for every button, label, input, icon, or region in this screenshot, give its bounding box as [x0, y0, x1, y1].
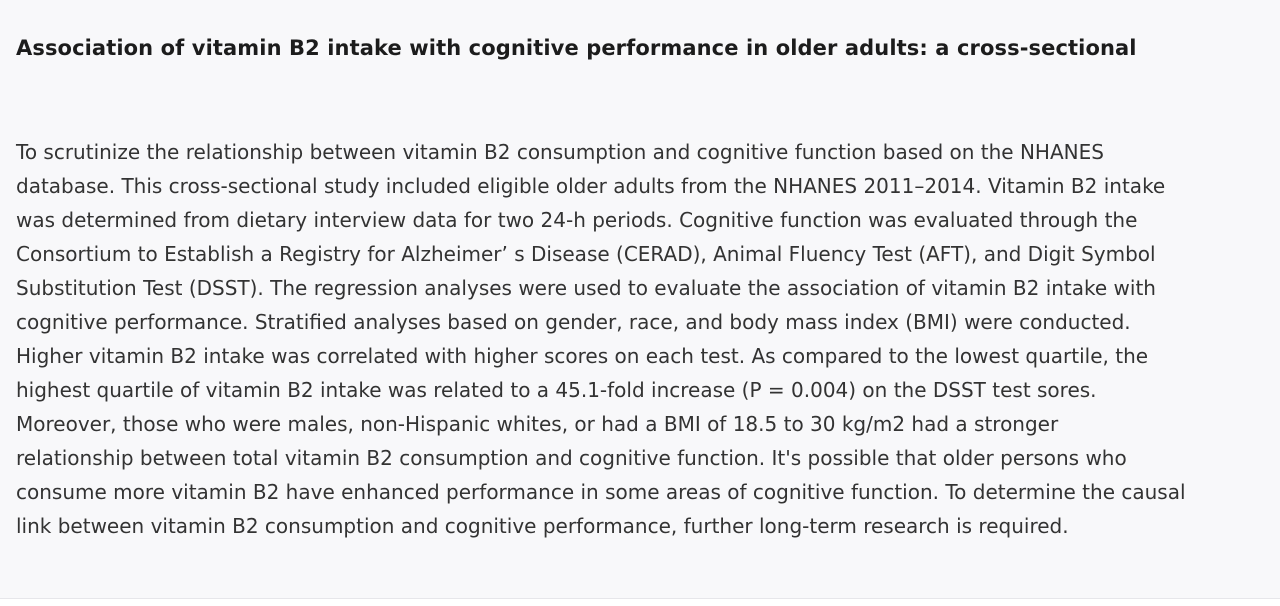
abstract-line: relationship between total vitamin B2 consumption and cognitive function. It's possible that older persons who — [16, 446, 1127, 470]
abstract-line: consume more vitamin B2 have enhanced performance in some areas of cognitive function. To determine the causal — [16, 480, 1186, 504]
abstract-line: To scrutinize the relationship between vitamin B2 consumption and cognitive function based on the NHANES — [16, 140, 1104, 164]
abstract-line: link between vitamin B2 consumption and cognitive performance, further long-term research is required. — [16, 514, 1069, 538]
abstract-line: highest quartile of vitamin B2 intake was related to a 45.1-fold increase (P = 0.004) on the DSST test sores. — [16, 378, 1097, 402]
abstract-line: Moreover, those who were males, non-Hispanic whites, or had a BMI of 18.5 to 30 kg/m2 had a stronger — [16, 412, 1059, 436]
abstract-line: Substitution Test (DSST). The regression analyses were used to evaluate the association of vitamin B2 intake with — [16, 276, 1156, 300]
abstract-paragraph — [16, 135, 1271, 543]
bottom-divider — [0, 598, 1280, 606]
abstract-line: Consortium to Establish a Registry for Alzheimer’ s Disease (CERAD), Animal Fluency Test (AFT), and Digit Symbol — [16, 242, 1156, 266]
article-title: Association of vitamin B2 intake with cognitive performance in older adults: a cross-sectional — [16, 36, 1137, 60]
abstract-line: cognitive performance. Stratified analyses based on gender, race, and body mass index (BMI) were conducted. — [16, 310, 1131, 334]
abstract-line: database. This cross-sectional study included eligible older adults from the NHANES 2011–2014. Vitamin B2 intake — [16, 174, 1166, 198]
abstract-line: was determined from dietary interview data for two 24-h periods. Cognitive function was evaluated through the — [16, 208, 1138, 232]
abstract-line: Higher vitamin B2 intake was correlated with higher scores on each test. As compared to the lowest quartile, the — [16, 344, 1149, 368]
